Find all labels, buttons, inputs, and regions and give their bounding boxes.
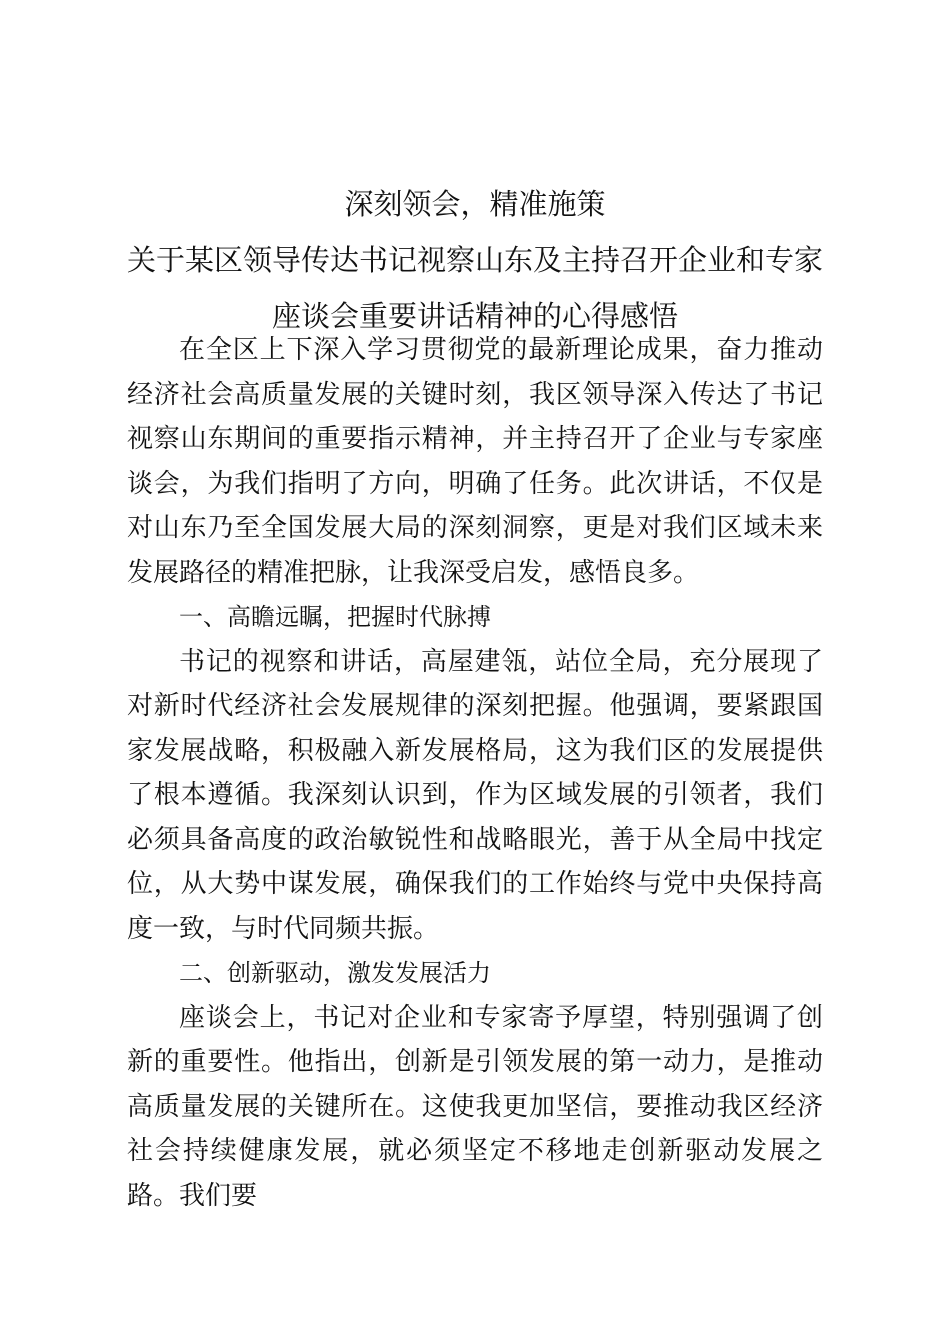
section-paragraph-2: 座谈会上，书记对企业和专家寄予厚望，特别强调了创新的重要性。他指出，创新是引领发展的第一动力，是推动高质量发展的关键所在。这使我更加坚信，要推动我区经济社会持续健康发展，就必须坚定不移地走创新驱动发展之路。我们要 (127, 1002, 823, 1211)
document-subtitle-line-1: 关于某区领导传达书记视察山东及主持召开企业和专家 (126, 243, 823, 277)
document-title: 深刻领会，精准施策 (344, 187, 606, 221)
intro-paragraph: 在全区上下深入学习贯彻党的最新理论成果，奋力推动经济社会高质量发展的关键时刻，我区领导深入传达了书记视察山东期间的重要指示精神，并主持召开了企业与专家座谈会，为我们指明了方向，明确了任务。此次讲话，不仅是对山东乃至全国发展大局的深刻洞察，更是对我们区域未来发展路径的精准把脉，让我深受启发，感悟良多。 (127, 335, 823, 588)
document-body (127, 328, 823, 1218)
section-paragraph-1: 书记的视察和讲话，高屋建瓴，站位全局，充分展现了对新时代经济社会发展规律的深刻把握。他强调，要紧跟国家发展战略，积极融入新发展格局，这为我们区的发展提供了根本遵循。我深刻认识到，作为区域发展的引领者，我们必须具备高度的政治敏锐性和战略眼光，善于从全局中找定位，从大势中谋发展，确保我们的工作始终与党中央保持高度一致，与时代同频共振。 (127, 646, 823, 944)
section-heading-1: 一、高瞻远瞩，把握时代脉搏 (179, 603, 491, 631)
section-heading-2: 二、创新驱动，激发发展活力 (179, 959, 491, 987)
document-subtitle-line-2: 座谈会重要讲话精神的心得感悟 (271, 299, 678, 333)
title-block (120, 176, 830, 344)
